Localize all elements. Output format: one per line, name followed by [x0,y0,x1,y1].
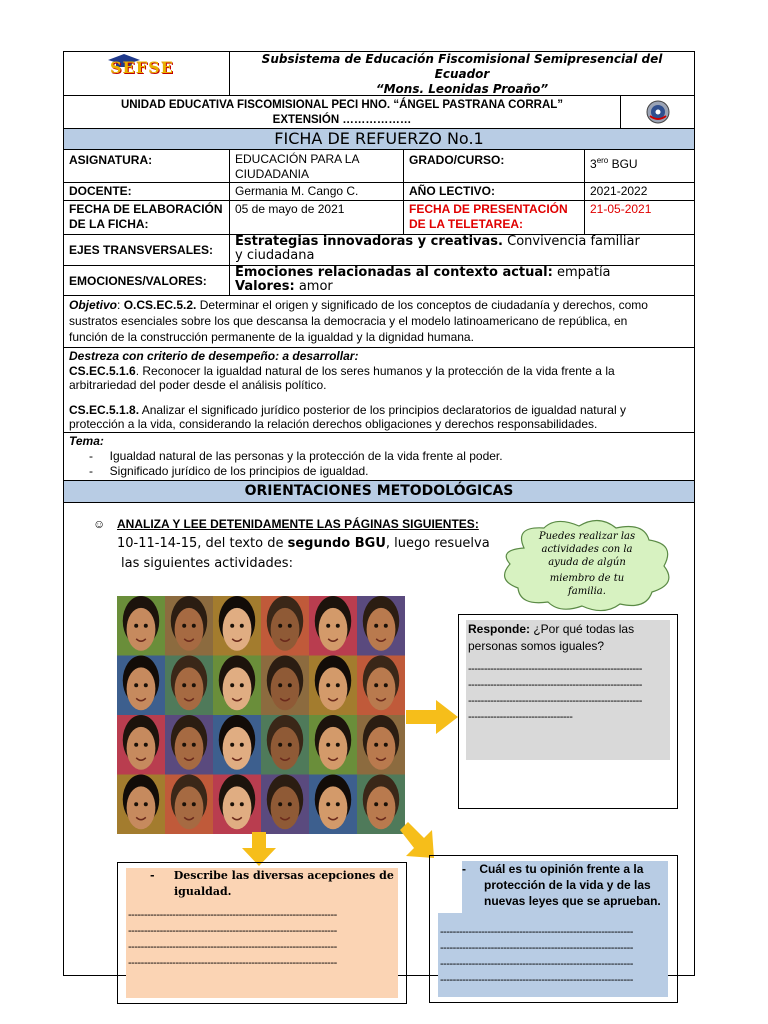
cloud-line2: actividades con la [541,544,633,555]
sefse-logo: SEFSE [110,58,174,77]
ejes-label: EJES TRANSVERSALES: [63,234,230,266]
answer-line[interactable]: ------------------------------------------------------------- [440,926,633,938]
opinion-dash: - [462,862,466,876]
school-cell [63,95,621,129]
opinion-box [429,855,678,1003]
asignatura-label: ASIGNATURA: [63,149,230,183]
valores-bold: Valores: [235,279,295,294]
face-photo [165,656,214,716]
anio-label: AÑO LECTIVO: [403,182,585,201]
cloud-line5: familia. [568,586,606,597]
instruction-then: , luego resuelva [385,536,490,551]
destreza-text2-line1: Analizar el significado jurídico posterior de los principios declaratorios de igualdad natural y [139,403,626,417]
emociones-value [229,265,695,296]
face-photo [117,596,166,656]
smiley-icon: ☺ [93,517,106,531]
face-photo [357,656,405,716]
answer-line[interactable]: ------------------------------------------------------------- [440,942,633,954]
destreza-text1-line2: arbitrariedad del poder desde el análisis político. [69,378,327,392]
objetivo-line2: sustratos esenciales sobre los que descansa la democracia y el modelo latinoamericano de república, en [69,314,628,328]
instruction-line2: las siguientes actividades: [121,556,293,571]
ejes-line2: y ciudadana [235,248,315,263]
responde-question-line1: ¿Por qué todas las [530,622,635,636]
answer-line[interactable]: ------------------------------------------------------------- [440,958,633,970]
anio-value: 2021-2022 [584,182,695,201]
face-photo [117,656,166,716]
asignatura-line1: EDUCACIÓN PARA LA [235,152,360,166]
face-photo [261,656,310,716]
instruction-line1 [117,536,490,551]
tema-section [63,432,695,481]
fecha-presentacion-label [403,200,585,235]
face-photo [261,775,310,835]
face-photo [165,715,214,775]
grado-bgu: BGU [608,157,638,171]
asignatura-line2: CIUDADANIA [235,167,310,181]
face-photo [117,715,166,775]
responde-box [458,614,678,809]
face-photo [213,596,262,656]
face-photo [213,715,262,775]
valores-rest: amor [294,279,333,294]
cloud-line4: miembro de tu [549,573,625,584]
ficha-title: FICHA DE REFUERZO No.1 [63,128,695,150]
tema-item: - Igualdad natural de las personas y la protección de la vida frente al poder. [89,449,503,463]
face-photo [309,596,358,656]
tema-item-text: Significado jurídico de los principios de igualdad. [109,464,369,478]
destreza-section [63,347,695,433]
describe-box [117,862,407,1004]
cloud-callout [494,518,680,614]
answer-line[interactable]: ------------------------------------------------------- [468,679,642,691]
face-photo [309,775,358,835]
opinion-prompt-line3: nuevas leyes que se aprueban. [484,894,661,908]
fecha-elaboracion-line2: DE LA FICHA: [69,217,149,231]
cloud-line3: ayuda de algún [548,557,626,568]
answer-line[interactable]: --------------------------------- [468,711,573,723]
docente-value: Germania M. Cango C. [229,182,404,201]
grado-superscript: ero [596,156,609,165]
subsystem-line1: Subsistema de Educación Fiscomisional Semipresencial del [261,52,663,66]
fecha-elaboracion-line1: FECHA DE ELABORACIÓN [69,202,223,216]
objetivo-line1: Determinar el origen y significado de los conceptos de ciudadanía y derechos, como [196,298,648,312]
ejes-bold: Estrategias innovadoras y creativas. [235,234,503,249]
grado-number: 3 [590,157,597,171]
answer-line[interactable]: ------------------------------------------------------------------ [128,909,337,921]
responde-question-line2: personas somos iguales? [468,639,605,653]
subsystem-line2: Ecuador [434,67,490,81]
face-photo [357,715,405,775]
answer-line[interactable]: ------------------------------------------------------------------ [128,957,337,969]
face-photo [165,775,214,835]
face-photo [165,596,214,656]
opinion-prompt-line2: protección de la vida y de las [484,878,651,892]
face-photo [261,715,310,775]
answer-line[interactable]: ------------------------------------------------------- [468,695,642,707]
ejes-value [229,234,695,266]
fecha-presentacion-line1: FECHA DE PRESENTACIÓN [409,202,568,216]
tema-item-text: Igualdad natural de las personas y la protección de la vida frente al poder. [109,449,503,463]
answer-line[interactable]: ------------------------------------------------------------------ [128,925,337,937]
instruction-heading: ANALIZA Y LEE DETENIDAMENTE LAS PÁGINAS SIGUIENTES: [117,517,479,531]
destreza-text2-line2: protección a la vida, considerando la relación derechos obligaciones y derechos responsabilidades. [69,417,598,431]
school-extension: EXTENSIÓN ……………… [272,114,412,126]
fecha-presentacion-value: 21-05-2021 [584,200,695,235]
objetivo-section: Objetivo: O.CS.EC.5.2. Determinar el origen y significado de los conceptos de ciudadanía y derechos, como sustratos esenciales sobre los que descansa la democracia y el modelo latinoamericano de república, en función de la construcción permanente de la igualdad y la dignidad humana. [63,295,695,348]
tema-item: - Significado jurídico de los principios de igualdad. [89,464,369,478]
fecha-elaboracion-value: 05 de mayo de 2021 [229,200,404,235]
objetivo-line3: función de la construcción permanente de la igualdad y la dignidad humana. [69,330,474,344]
face-photo [213,656,262,716]
cloud-line1: Puedes realizar las [538,531,636,542]
emociones-bold: Emociones relacionadas al contexto actual: [235,265,553,280]
logo-cell [63,51,230,96]
docente-label: DOCENTE: [63,182,230,201]
destreza-text1-line1: . Reconocer la igualdad natural de los seres humanos y la protección de la vida frente a la [135,364,615,378]
opinion-prompt-line1: Cuál es tu opinión frente a la [479,862,644,876]
instruction-pages: 10-11-14-15, del texto de [117,536,288,551]
fecha-presentacion-line2: DE LA TELETAREA: [409,217,523,231]
face-photo [309,656,358,716]
describe-dash: - [150,869,155,882]
objetivo-code: O.CS.EC.5.2. [123,298,197,312]
school-name: UNIDAD EDUCATIVA FISCOMISIONAL PECI HNO. “ÁNGEL PASTRANA CORRAL” [120,99,564,111]
destreza-code1: CS.EC.5.1.6 [69,364,136,378]
destreza-code2: CS.EC.5.1.8. [69,403,140,417]
face-photo [309,715,358,775]
face-photo [261,596,310,656]
face-photo [213,775,262,835]
answer-line[interactable]: ------------------------------------------------------- [468,663,642,675]
cd-icon-cell [620,95,695,129]
instruction-book: segundo BGU [287,536,386,551]
describe-prompt-line2: igualdad. [174,885,232,898]
emociones-label: EMOCIONES/VALORES: [63,265,230,296]
face-photo [117,775,166,835]
grado-value [584,149,695,183]
asignatura-value [229,149,404,183]
fecha-elaboracion-label [63,200,230,235]
describe-prompt-line1: Describe las diversas acepciones de [173,869,394,882]
emociones-rest: empatía [552,265,611,280]
grado-label: GRADO/CURSO: [403,149,585,183]
ejes-rest: Convivencia familiar [502,234,640,249]
subsystem-cell [229,51,695,96]
answer-line[interactable]: ------------------------------------------------------------------ [128,941,337,953]
responde-label: Responde: [468,622,531,636]
face-photo [357,596,405,656]
answer-line[interactable]: ------------------------------------------------------------- [440,974,633,986]
destreza-label: Destreza con criterio de desempeño: a desarrollar: [69,349,359,363]
faces-collage [117,596,405,834]
subsystem-line3: “Mons. Leonidas Proaño” [375,82,549,96]
arrow-right-icon [406,700,458,739]
tema-label: Tema: [69,434,104,448]
cd-globe-icon [646,100,670,128]
orientaciones-heading: ORIENTACIONES METODOLÓGICAS [63,480,695,503]
objetivo-label: Objetivo [69,298,118,312]
